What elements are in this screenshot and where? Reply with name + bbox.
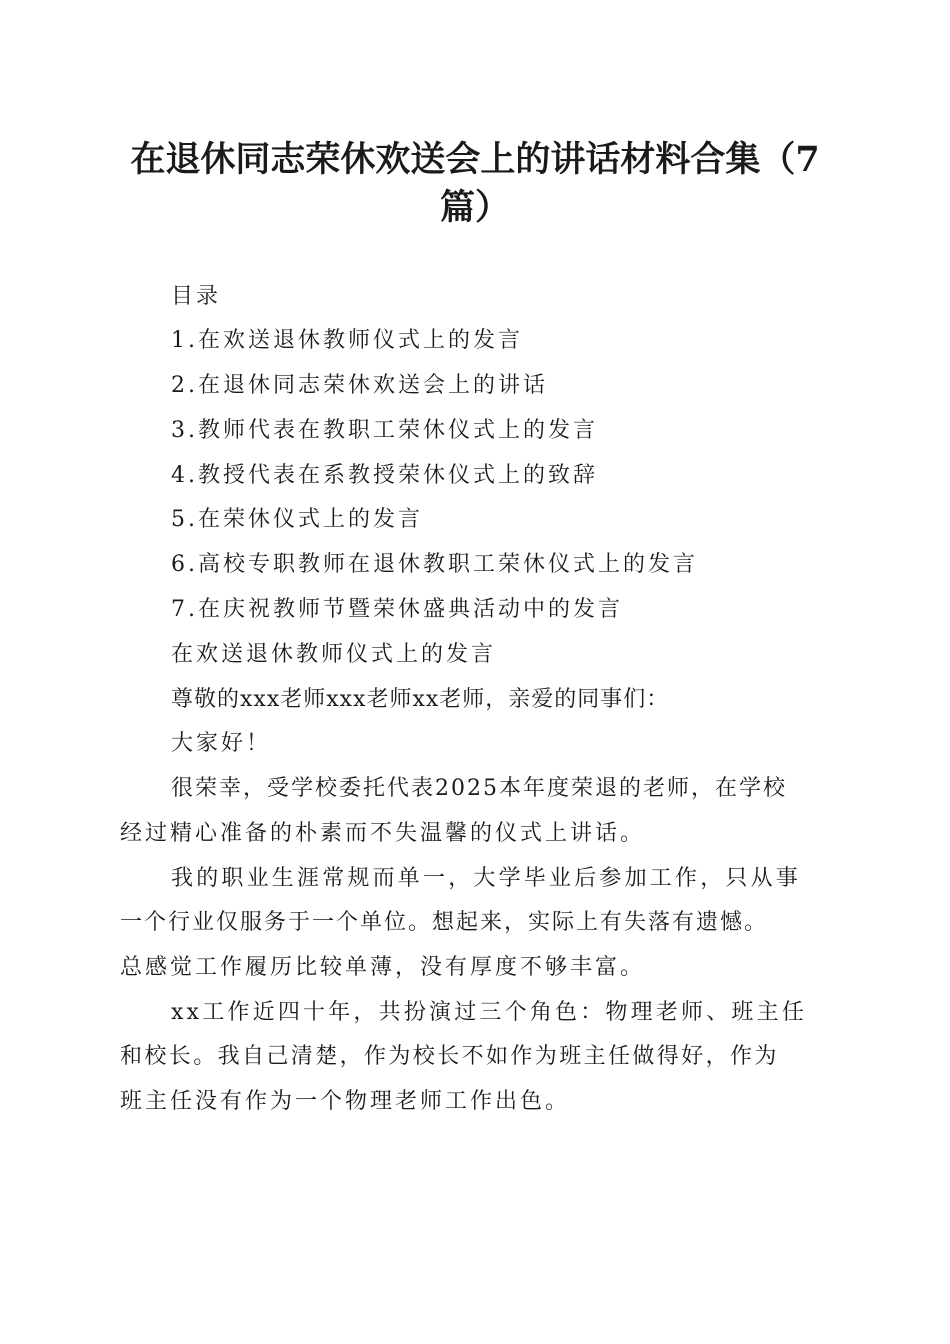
greeting: 大家好！ xyxy=(171,731,272,756)
toc-item-6: 6.高校专职教师在退休教职工荣休仪式上的发言 xyxy=(171,552,698,577)
salutation: 尊敬的xxx老师xxx老师xx老师，亲爱的同事们： xyxy=(171,687,670,712)
para2-line-2: 一个行业仅服务于一个单位。想起来，实际上有失落有遗憾。 xyxy=(120,910,769,935)
toc-item-3: 3.教师代表在教职工荣休仪式上的发言 xyxy=(171,418,598,443)
toc-item-1: 1.在欢送退休教师仪式上的发言 xyxy=(171,328,523,353)
para2-line-1: 我的职业生涯常规而单一，大学毕业后参加工作，只从事 xyxy=(171,866,802,891)
para3-line-1: xx工作近四十年，共扮演过三个角色：物理老师、班主任 xyxy=(171,1000,808,1025)
para3-line-3: 班主任没有作为一个物理老师工作出色。 xyxy=(120,1089,571,1114)
toc-item-7: 7.在庆祝教师节暨荣休盛典活动中的发言 xyxy=(171,597,623,622)
document-title xyxy=(110,136,840,232)
para1-line-1: 很荣幸，受学校委托代表2025本年度荣退的老师，在学校 xyxy=(171,776,787,801)
title-line-1: 在退休同志荣休欢送会上的讲话材料合集（7 xyxy=(130,139,820,180)
section-title: 在欢送退休教师仪式上的发言 xyxy=(171,642,497,667)
para2-line-3: 总感觉工作履历比较单薄，没有厚度不够丰富。 xyxy=(120,955,646,980)
para3-line-2: 和校长。我自己清楚，作为校长不如作为班主任做得好，作为 xyxy=(120,1044,779,1069)
toc-item-2: 2.在退休同志荣休欢送会上的讲话 xyxy=(171,373,548,398)
title-line-2: 篇） xyxy=(439,187,510,228)
toc-item-5: 5.在荣休仪式上的发言 xyxy=(171,507,423,532)
toc-heading: 目录 xyxy=(171,284,222,309)
toc-item-4: 4.教授代表在系教授荣休仪式上的致辞 xyxy=(171,463,598,488)
para1-line-2: 经过精心准备的朴素而不失温馨的仪式上讲话。 xyxy=(120,821,646,846)
